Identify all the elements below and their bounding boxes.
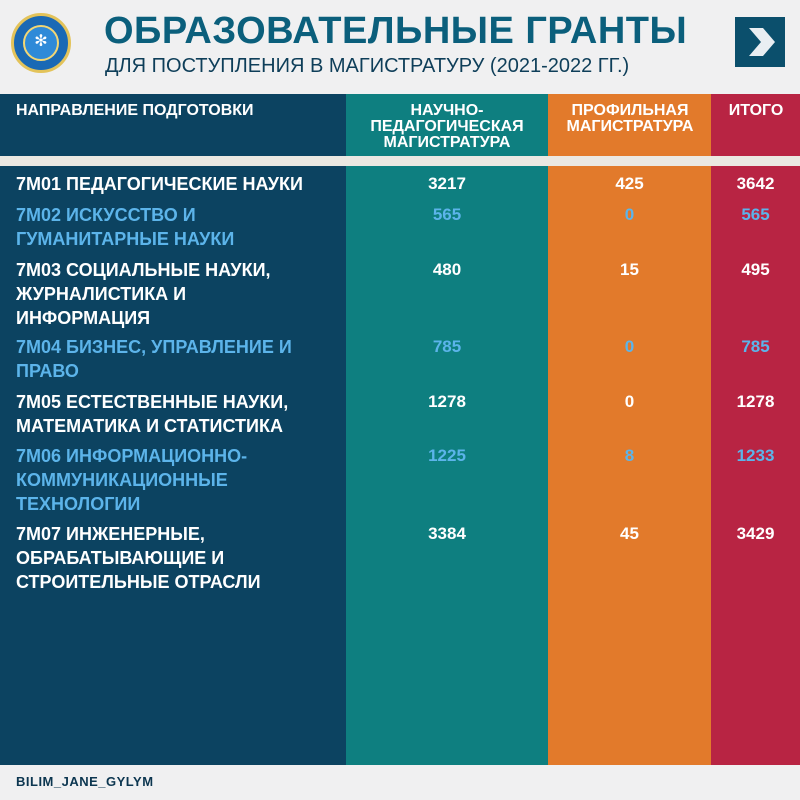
account-handle: BILIM_JANE_GYLYM (16, 774, 154, 789)
header-direction: НАПРАВЛЕНИЕ ПОДГОТОВКИ (16, 102, 254, 119)
row-profile: 425 (615, 174, 644, 193)
row-profile: 8 (624, 446, 635, 465)
row-total: 1233 (736, 446, 775, 465)
row-profile: 15 (620, 260, 639, 279)
row-profile: 0 (624, 205, 635, 224)
chevron-right-icon (735, 17, 785, 67)
page-subtitle: ДЛЯ ПОСТУПЛЕНИЯ В МАГИСТРАТУРУ (2021-2022 ГГ.) (105, 55, 630, 77)
header-divider (0, 156, 800, 166)
row-direction: 7M04 БИЗНЕС, УПРАВЛЕНИЕ И ПРАВО (16, 337, 292, 381)
row-total: 785 (741, 337, 770, 356)
page-title: ОБРАЗОВАТЕЛЬНЫЕ ГРАНТЫ (104, 10, 688, 52)
row-scientific: 480 (432, 260, 462, 279)
row-scientific: 565 (432, 205, 462, 224)
row-direction: 7M02 ИСКУССТВО И ГУМАНИТАРНЫЕ НАУКИ (16, 205, 235, 249)
row-total: 1278 (736, 392, 775, 411)
row-scientific: 785 (432, 337, 462, 356)
header-total: ИТОГО (728, 102, 784, 119)
row-scientific: 3384 (428, 524, 466, 543)
row-total: 495 (741, 260, 770, 279)
row-profile: 0 (624, 337, 635, 356)
row-direction: 7M03 СОЦИАЛЬНЫЕ НАУКИ, ЖУРНАЛИСТИКА И ИНФОРМАЦИЯ (16, 260, 271, 328)
row-total: 565 (741, 205, 770, 224)
footer (0, 765, 800, 800)
next-button[interactable] (735, 17, 785, 67)
row-direction: 7M01 ПЕДАГОГИЧЕСКИЕ НАУКИ (16, 174, 303, 194)
row-total: 3429 (736, 524, 775, 543)
row-total: 3642 (736, 174, 775, 193)
row-direction: 7M05 ЕСТЕСТВЕННЫЕ НАУКИ, МАТЕМАТИКА И СТАТИСТИКА (16, 392, 289, 436)
header (0, 0, 800, 94)
header-profile: ПРОФИЛЬНАЯ МАГИСТРАТУРА (566, 102, 694, 135)
row-scientific: 1225 (428, 446, 466, 465)
header-scientific: НАУЧНО-ПЕДАГОГИЧЕСКАЯ МАГИСТРАТУРА (370, 102, 524, 151)
row-direction: 7M07 ИНЖЕНЕРНЫЕ, ОБРАБАТЫВАЮЩИЕ И СТРОИТЕЛЬНЫЕ ОТРАСЛИ (16, 524, 261, 592)
ministry-emblem-icon: ✻ (11, 13, 71, 73)
row-direction: 7M06 ИНФОРМАЦИОННО-КОММУНИКАЦИОННЫЕ ТЕХНОЛОГИИ (16, 446, 248, 514)
row-profile: 0 (624, 392, 635, 411)
row-scientific: 3217 (428, 174, 466, 193)
row-scientific: 1278 (428, 392, 466, 411)
row-profile: 45 (620, 524, 639, 543)
